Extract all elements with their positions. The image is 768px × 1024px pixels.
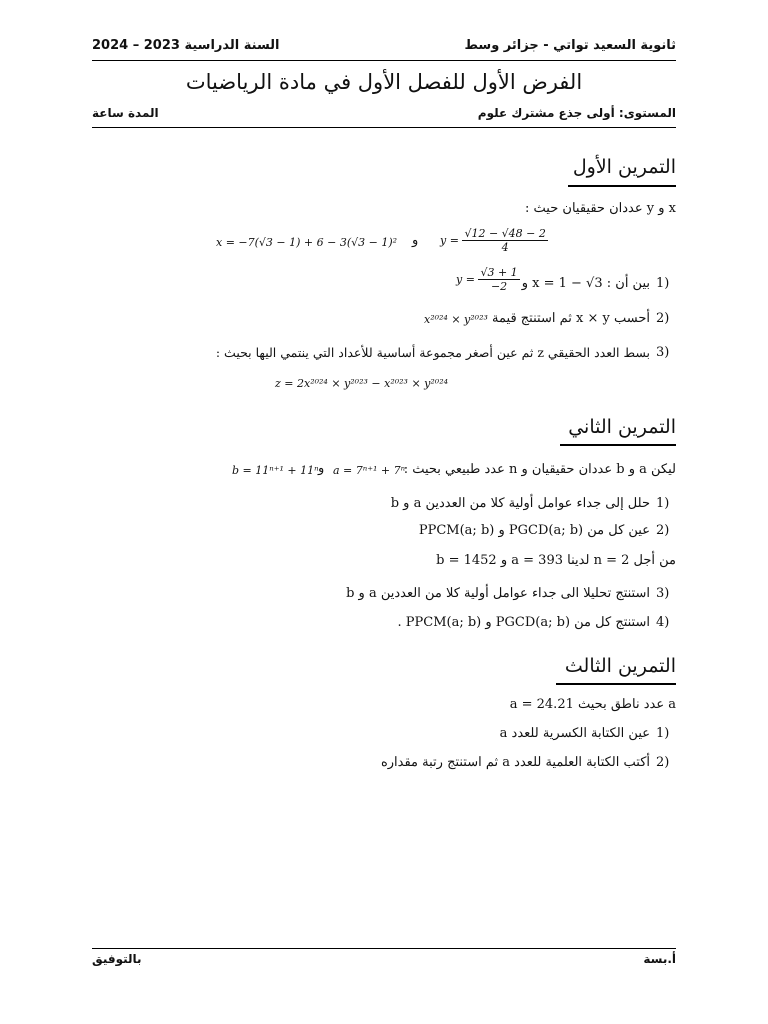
ex2-q2-text: عين كل من PGCD(a; b) و PPCM(a; b) bbox=[418, 523, 650, 538]
q2-text: أحسب x × y ثم استنتج قيمة bbox=[492, 311, 650, 326]
and-word: و bbox=[412, 233, 419, 248]
header-rule-top bbox=[92, 60, 676, 61]
ex2-q1-number: 1) bbox=[656, 496, 670, 511]
and-word-2: و bbox=[318, 461, 325, 476]
exercise2-intro: ليكن a و b عددان حقيقيان و n عدد طبيعي بحيث : bbox=[403, 462, 676, 477]
ex2-q2-number: 2) bbox=[656, 523, 670, 538]
ex2-q4-text: استنتج كل من PGCD(a; b) و PPCM(a; b) . bbox=[397, 615, 650, 630]
level-label: المستوى: أولى جذع مشترك علوم bbox=[477, 106, 676, 120]
duration-label: المدة ساعة bbox=[92, 106, 159, 120]
exercise3-title-underline bbox=[556, 683, 676, 685]
ex3-q1-number: 1) bbox=[656, 726, 670, 741]
q1-y-numerator: √3 + 1 bbox=[480, 266, 518, 279]
ex3-q2-number: 2) bbox=[656, 755, 670, 770]
ex2-q1-text: حلل إلى جداء عوامل أولية كلا من العددين a و b bbox=[390, 496, 650, 511]
exercise1-title-underline bbox=[568, 185, 676, 187]
exercise3-intro: a عدد ناطق بحيث a = 24.21 bbox=[509, 697, 676, 712]
y-numerator: √12 − √48 − 2 bbox=[464, 227, 546, 240]
ex3-q2-text: أكتب الكتابة العلمية للعدد a ثم استنتج رتبة مقداره bbox=[380, 755, 650, 770]
y-definition bbox=[440, 227, 548, 254]
header-rule-bottom bbox=[92, 127, 676, 128]
y-lhs: y = bbox=[440, 234, 459, 247]
q1-number: 1) bbox=[656, 276, 670, 291]
q1-y-expression bbox=[456, 266, 520, 293]
exercise2-title: التمرين الثاني bbox=[568, 416, 676, 438]
exercise1-intro: x و y عددان حقيقيان حيث : bbox=[525, 201, 676, 216]
exam-title: الفرض الأول للفصل الأول في مادة الرياضيات bbox=[185, 70, 583, 94]
ex2-q3-number: 3) bbox=[656, 586, 670, 601]
q1-y-fraction bbox=[478, 266, 519, 293]
q2-number: 2) bbox=[656, 311, 670, 326]
q3-number: 3) bbox=[656, 345, 670, 360]
ex2-q3-text: استنتج تحليلا الى جداء عوامل أولية كلا من العددين a و b bbox=[346, 586, 650, 601]
good-luck: بالتوفيق bbox=[92, 952, 142, 966]
z-definition: z = 2x²⁰²⁴ × y²⁰²³ − x²⁰²³ × y²⁰²⁴ bbox=[275, 377, 449, 390]
ex3-q1-text: عين الكتابة الكسرية للعدد a bbox=[499, 726, 650, 741]
ex2-q4-number: 4) bbox=[656, 615, 670, 630]
q1-text: بين أن : x = 1 − √3 و bbox=[521, 276, 650, 291]
a-definition: a = 7ⁿ⁺¹ + 7ⁿ bbox=[333, 464, 406, 477]
author-name: أ.بسة bbox=[643, 952, 676, 966]
school-name: ثانوية السعيد تواتي - جزائر وسط bbox=[464, 38, 676, 53]
q3-text: بسط العدد الحقيقي z ثم عين أصغر مجموعة أساسية للأعداد التي ينتمي اليها بحيث : bbox=[215, 345, 650, 360]
exercise3-title: التمرين الثالث bbox=[564, 655, 676, 677]
footer-rule bbox=[92, 948, 676, 949]
q2-expression: x²⁰²⁴ × y²⁰²³ bbox=[424, 313, 488, 326]
exercise2-title-underline bbox=[560, 444, 676, 446]
y-denominator: 4 bbox=[501, 241, 509, 254]
q1-y-denominator: −2 bbox=[490, 280, 508, 293]
q1-y-lhs: y = bbox=[456, 273, 475, 286]
y-fraction bbox=[462, 227, 547, 254]
school-year: السنة الدراسية 2023 – 2024 bbox=[92, 38, 280, 53]
x-definition: x = −7(√3 − 1) + 6 − 3(√3 − 1)² bbox=[216, 236, 398, 249]
ex2-case: من أجل n = 2 لدينا a = 393 و b = 1452 bbox=[436, 553, 676, 568]
exercise1-title: التمرين الأول bbox=[572, 156, 676, 178]
b-definition: b = 11ⁿ⁺¹ + 11ⁿ bbox=[232, 464, 319, 477]
